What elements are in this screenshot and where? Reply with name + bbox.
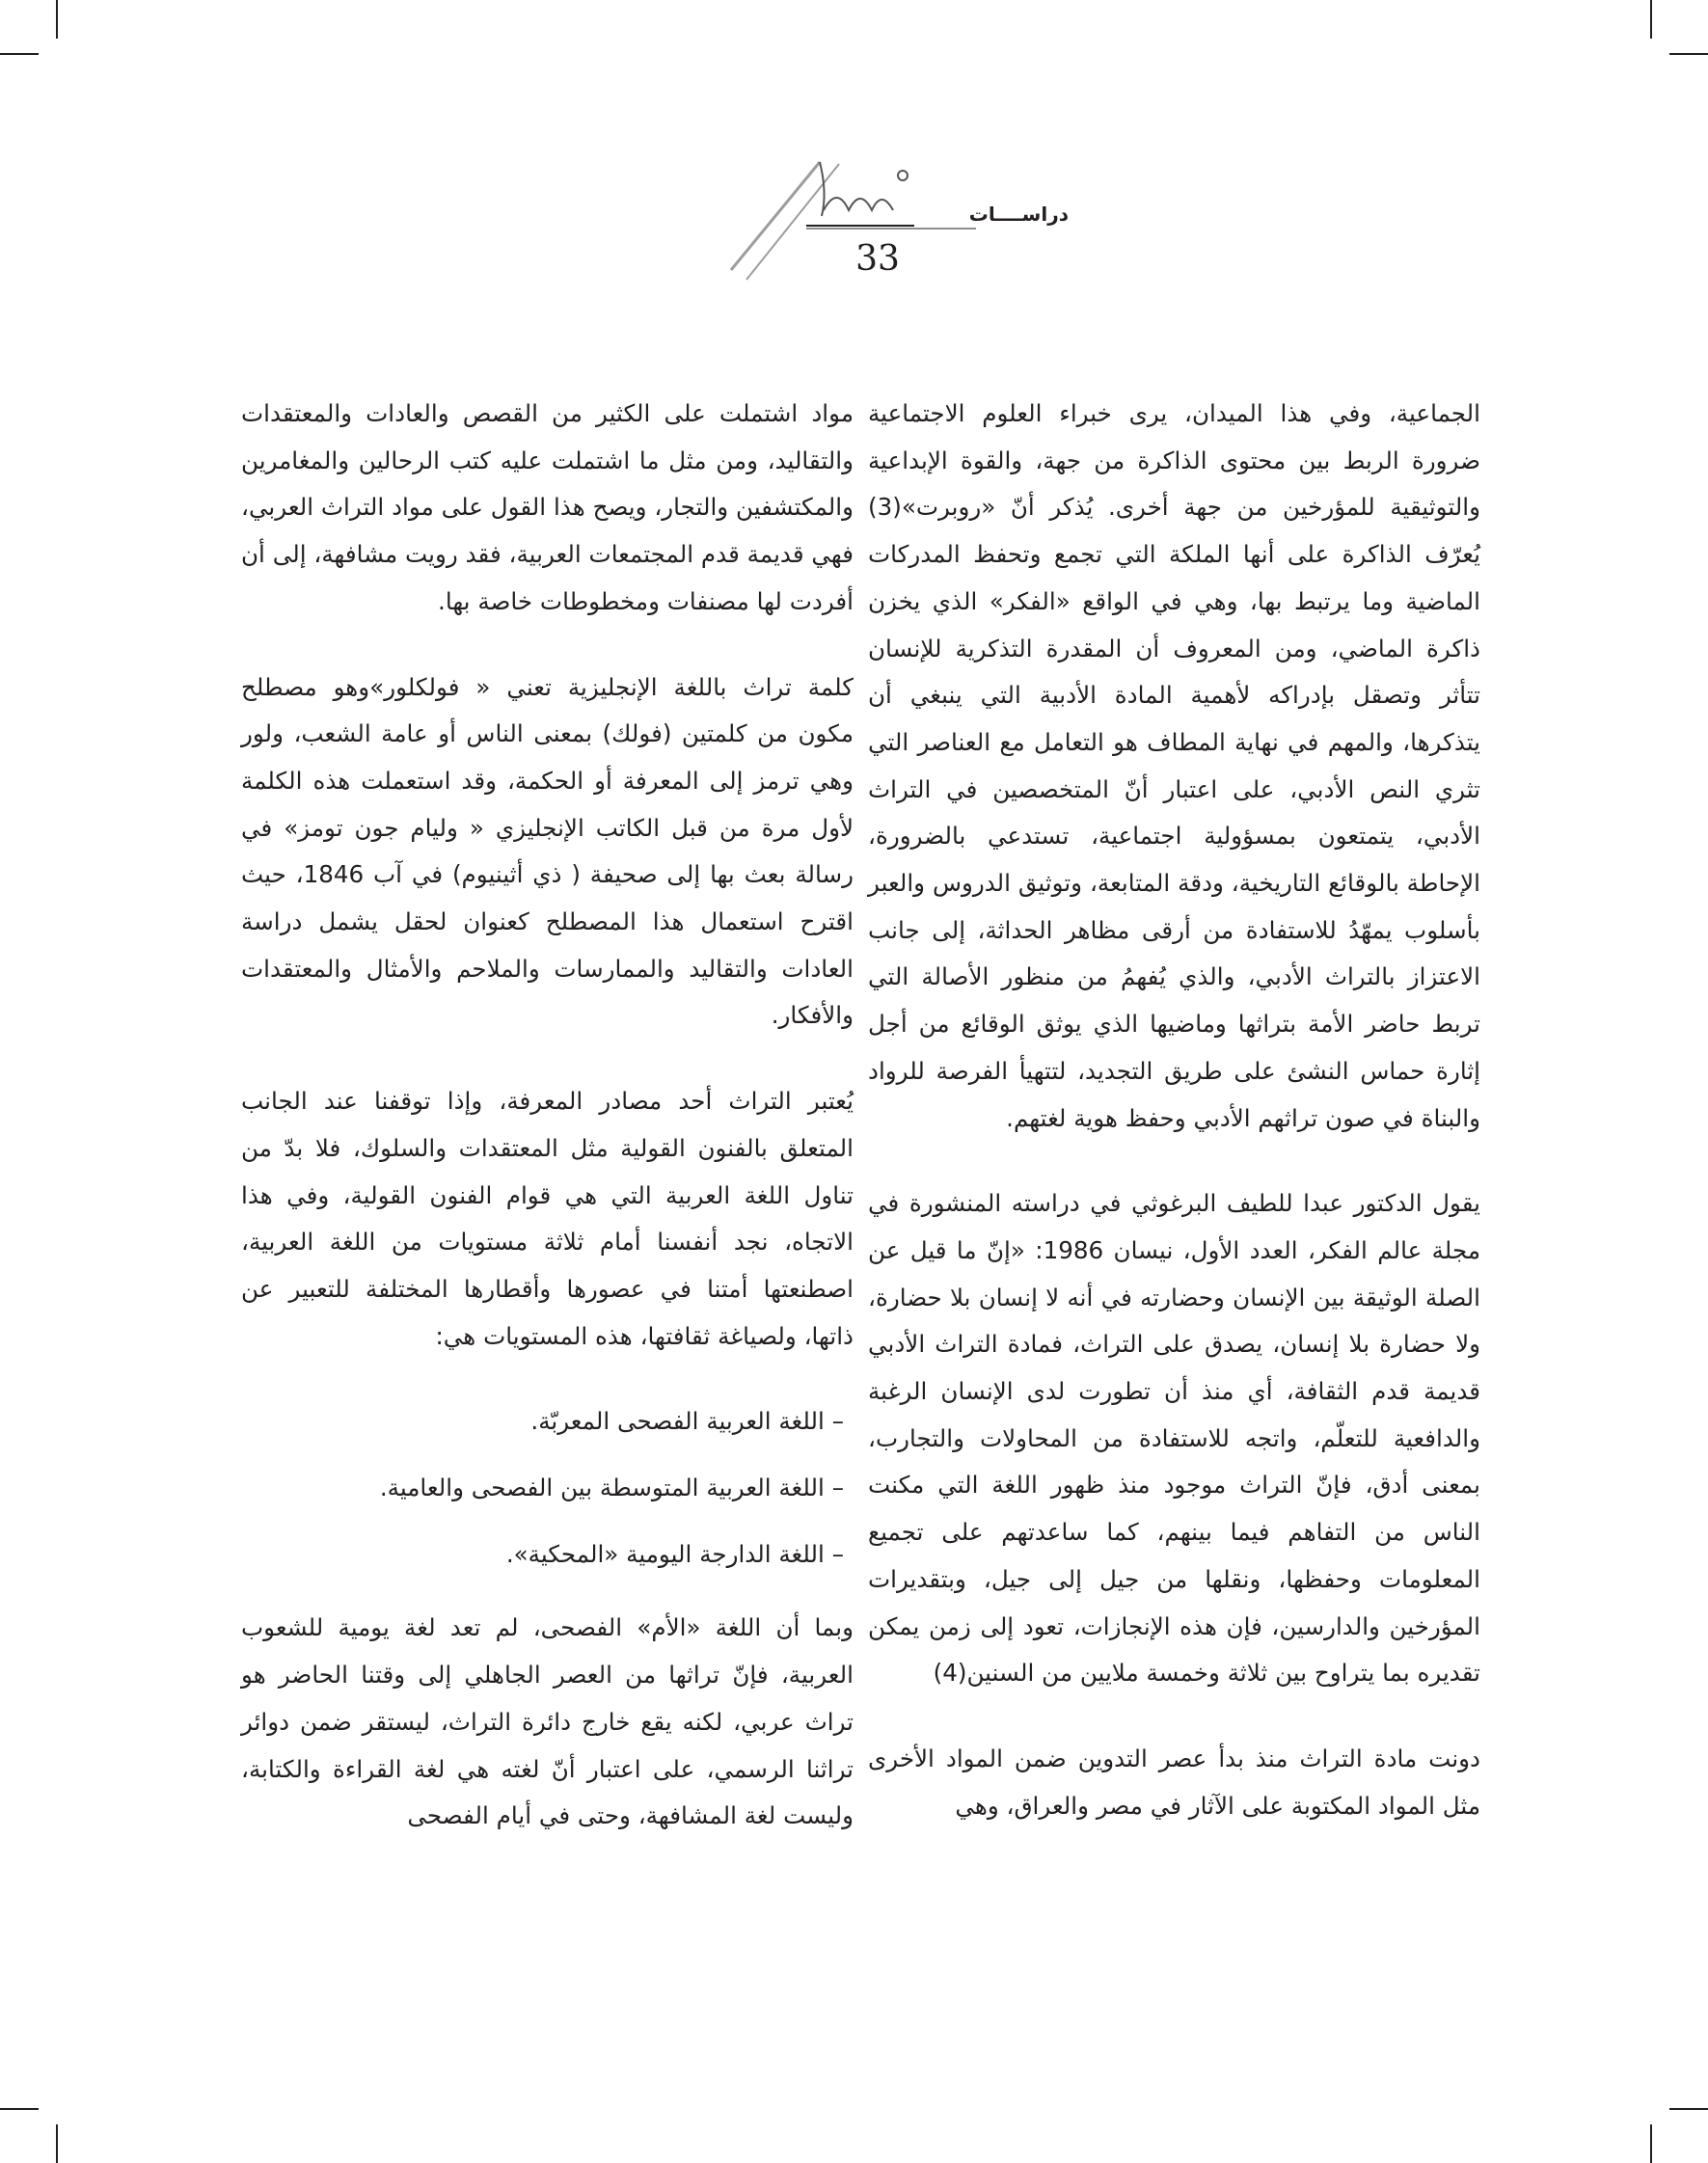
crop-mark [1650,0,1652,39]
crop-mark [0,53,39,55]
crop-mark [56,2124,58,2163]
running-header [675,135,1080,318]
body-paragraph: يقول الدكتور عبدا للطيف البرغوثي في دراسته المنشورة في مجلة عالم الفكر، العدد الأول، نيسان 1986: «إنّ ما قيل عن الصلة الوثيقة بين الإنسان وحضارته في أنه لا إنسان بلا حضارة، ولا حضارة بلا إنسان، يصدق على التراث، فمادة التراث الأدبي قديمة قدم الثقافة، أي منذ أن تطورت لدى الإنسان الرغبة والدافعية للتعلّم، واتجه للاستفادة من المحاولات والتجارب، بمعنى أدق، فإنّ التراث موجود منذ ظهور اللغة التي مكنت الناس من التفاهم فيما بينهم، كما ساعدتهم على تجميع المعلومات وحفظها، ونقلها من جيل إلى جيل، وبتقديرات المؤرخين والدارسين، فإن هذه الإنجازات، تعود إلى زمن يمكن تقديره بما يتراوح بين ثلاثة وخمسة ملايين من السنين(4) [868,1189,1480,1688]
body-paragraph: وبما أن اللغة «الأم» الفصحى، لم تعد لغة يومية للشعوب العربية، فإنّ تراثها من العصر الجاهلي إلى وقتنا الحاضر هو تراث عربي، لكنه يقع خارج دائرة التراث، ليستقر ضمن دوائر تراثنا الرسمي، على اعتبار أنّ لغته هي لغة القراءة والكتابة، وليست لغة المشافهة، وحتى في أيام الفصحى [241,1613,854,1830]
crop-mark [56,0,58,39]
section-label: دراســــات [968,203,1069,226]
page-number: 33 [855,239,900,279]
body-paragraph: يُعتبر التراث أحد مصادر المعرفة، وإذا توقفنا عند الجانب المتعلق بالفنون القولية مثل المعتقدات والسلوك، فلا بدّ من تناول اللغة العربية التي هي قوام الفنون القولية، وفي هذا الاتجاه، نجد أنفسنا أمام ثلاثة مستويات من اللغة العربية، اصطنعتها أمتنا في عصورها وأقطارها المختلفة للتعبير عن ذاتها، ولصياغة ثقافتها، هذه المستويات هي: [241,1087,854,1350]
text-column-left [241,391,854,1879]
text-column-right [868,391,1480,1868]
section-logo-icon [675,135,1080,318]
body-paragraph: كلمة تراث باللغة الإنجليزية تعني « فولكلور»وهو مصطلح مكون من كلمتين (فولك) بمعنى الناس أو عامة الشعب، ولور وهي ترمز إلى المعرفة أو الحكمة، وقد استعملت هذه الكلمة لأول مرة من قبل الكاتب الإنجليزي « وليام جون تومز» في رسالة بعث بها إلى صحيفة ( ذي أثينيوم) في آب 1846، حيث اقترح استعمال هذا المصطلح كعنوان لحقل يشمل دراسة العادات والتقاليد والممارسات والملاحم والأمثال والمعتقدات والأفكار. [241,672,854,1030]
list-item: – اللغة العربية الفصحى المعربّة. [530,1407,844,1436]
crop-mark [1669,2108,1708,2110]
body-paragraph: دونت مادة التراث منذ بدأ عصر التدوين ضمن المواد الأخرى مثل المواد المكتوبة على الآثار في مصر والعراق، وهي [868,1744,1480,1820]
list-item: – اللغة الدارجة اليومية «المحكية». [505,1539,844,1568]
crop-mark [0,2108,39,2110]
language-levels-list [241,1398,854,1578]
body-paragraph: مواد اشتملت على الكثير من القصص والعادات والمعتقدات والتقاليد، ومن مثل ما اشتملت عليه كتب الرحالين والمغامرين والمكتشفين والتجار، ويصح هذا القول على مواد التراث العربي، فهي قديمة قدم المجتمعات العربية، فقد رويت مشافهة، إلى أن أفردت لها مصنفات ومخطوطات خاصة بها. [241,399,854,615]
body-paragraph: الجماعية، وفي هذا الميدان، يرى خبراء العلوم الاجتماعية ضرورة الربط بين محتوى الذاكرة من جهة، والقوة الإبداعية والتوثيقية للمؤرخين من جهة أخرى. يُذكر أنّ «روبرت»(3) يُعرّف الذاكرة على أنها الملكة التي تجمع وتحفظ المدركات الماضية وما يرتبط بها، وهي في الواقع «الفكر» الذي يخزن ذاكرة الماضي، ومن المعروف أن المقدرة التذكرية للإنسان تتأثر وتصقل بإدراكه لأهمية المادة الأدبية التي ينبغي أن يتذكرها، والمهم في نهاية المطاف هو التعامل مع العناصر التي تثري النص الأدبي، على اعتبار أنّ المتخصصين في التراث الأدبي، يتمتعون بمسؤولية اجتماعية، تستدعي بالضرورة، الإحاطة بالوقائع التاريخية، ودقة المتابعة، وتوثيق الدروس والعبر بأسلوب يمهّدُ للاستفادة من أرقى مظاهر الحداثة، إلى جانب الاعتزاز بالتراث الأدبي، والذي يُفهمُ من منظور الأصالة التي تربط حاضر الأمة بتراثها وماضيها الذي يوثق الوقائع من أجل إثارة حماس النشئ على طريق التجديد، لتتهيأ الفرصة للرواد والبناة في صون تراثهم الأدبي وحفظ هوية لغتهم. [868,399,1480,1132]
crop-mark [1650,2124,1652,2163]
list-item: – اللغة العربية المتوسطة بين الفصحى والعامية. [379,1474,844,1502]
crop-mark [1669,53,1708,55]
